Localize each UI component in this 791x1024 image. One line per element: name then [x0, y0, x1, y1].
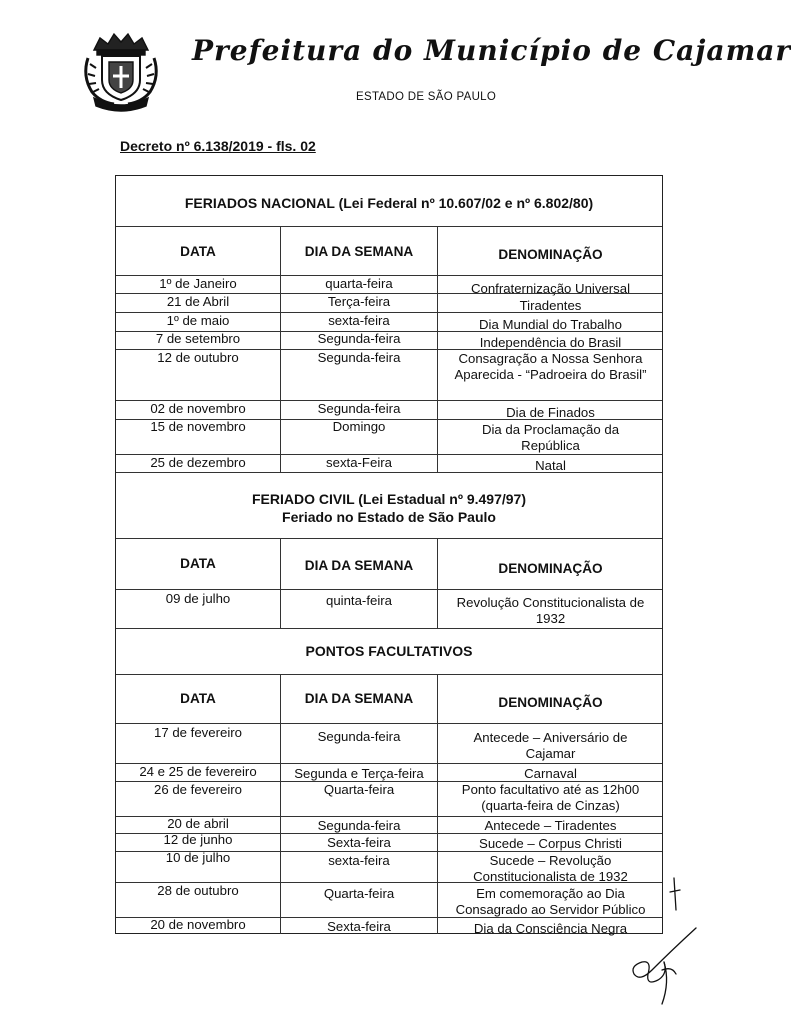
table-cell-weekday: quinta-feira: [326, 593, 392, 608]
coat-of-arms-icon: [80, 28, 162, 110]
table-cell-weekday: Terça-feira: [327, 294, 391, 309]
table-cell-name: Consagração a Nossa Senhora Aparecida - “Padroeira do Brasil”: [454, 351, 647, 382]
table-cell-name: Dia da Consciência Negra: [473, 921, 628, 936]
column-header-weekday: DIA DA SEMANA: [304, 244, 414, 259]
column-header-name: DENOMINAÇÃO: [498, 247, 603, 262]
table-cell-weekday: Sexta-feira: [327, 835, 391, 850]
column-header-name: DENOMINAÇÃO: [498, 561, 603, 576]
table-cell-name: Independência do Brasil: [479, 335, 622, 350]
table-cell-weekday: quarta-feira: [325, 276, 393, 291]
table-cell-date: 20 de novembro: [150, 917, 246, 932]
state-subtitle: ESTADO DE SÃO PAULO: [356, 91, 497, 103]
table-cell-date: 15 de novembro: [150, 419, 246, 434]
table-cell-name: Dia de Finados: [506, 405, 595, 420]
section-title-national: FERIADOS NACIONAL (Lei Federal nº 10.607/02 e nº 6.802/80): [184, 195, 594, 211]
section-title-optional: PONTOS FACULTATIVOS: [305, 643, 473, 659]
table-cell-name: Natal: [535, 458, 566, 473]
table-cell-date: 17 de fevereiro: [154, 725, 242, 740]
table-cell-name: Antecede – Aniversário de Cajamar: [473, 730, 628, 761]
table-cell-weekday: Segunda-feira: [317, 401, 401, 416]
table-cell-date: 1º de Janeiro: [159, 276, 237, 291]
table-cell-date: 24 e 25 de fevereiro: [139, 764, 257, 779]
decree-reference: Decreto nº 6.138/2019 - fls. 02: [120, 138, 316, 154]
table-cell-date: 12 de junho: [163, 832, 233, 847]
table-cell-weekday: Segunda-feira: [317, 331, 401, 346]
table-cell-name: Carnaval: [524, 766, 577, 781]
table-cell-date: 1º de maio: [166, 313, 230, 328]
table-cell-date: 12 de outubro: [157, 350, 239, 365]
table-cell-date: 20 de abril: [167, 816, 229, 831]
handwritten-signature-icon: [612, 870, 712, 1010]
table-cell-weekday: Segunda-feira: [317, 350, 401, 365]
table-cell-date: 26 de fevereiro: [154, 782, 242, 797]
table-cell-name: Revolução Constitucionalista de 1932: [456, 595, 645, 626]
table-cell-name: Confraternização Universal: [470, 281, 631, 296]
table-cell-weekday: Domingo: [332, 419, 386, 434]
table-cell-name: Sucede – Corpus Christi: [479, 836, 622, 851]
table-cell-date: 10 de julho: [165, 850, 231, 865]
table-cell-date: 02 de novembro: [150, 401, 246, 416]
table-cell-date: 21 de Abril: [166, 294, 230, 309]
table-cell-name: Dia da Proclamação da República: [481, 422, 620, 453]
table-cell-date: 09 de julho: [165, 591, 231, 606]
table-cell-weekday: sexta-feira: [328, 313, 390, 328]
table-cell-name: Antecede – Tiradentes: [484, 818, 617, 833]
table-cell-weekday: sexta-feira: [328, 853, 390, 868]
table-cell-date: 7 de setembro: [155, 331, 241, 346]
table-cell-name: Em comemoração ao Dia Consagrado ao Servidor Público: [455, 886, 646, 917]
table-cell-name: Ponto facultativo até as 12h00 (quarta-feira de Cinzas): [461, 782, 640, 813]
column-header-name: DENOMINAÇÃO: [498, 695, 603, 710]
table-cell-name: Sucede – Revolução Constitucionalista de 1932: [473, 853, 628, 884]
municipality-title: Prefeitura do Município de Cajamar: [192, 34, 791, 67]
column-header-date: DATA: [180, 691, 216, 706]
table-cell-weekday: Sexta-feira: [327, 919, 391, 934]
table-cell-weekday: Segunda e Terça-feira: [294, 766, 424, 781]
table-cell-weekday: Segunda-feira: [317, 818, 401, 833]
section-subtitle-civil: Feriado no Estado de São Paulo: [282, 509, 496, 525]
table-cell-name: Tiradentes: [519, 298, 582, 313]
column-header-weekday: DIA DA SEMANA: [304, 691, 414, 706]
table-cell-date: 25 de dezembro: [150, 455, 246, 470]
table-cell-weekday: Quarta-feira: [323, 782, 395, 797]
column-header-date: DATA: [180, 556, 216, 571]
holidays-table: [115, 175, 663, 934]
table-cell-date: 28 de outubro: [157, 883, 239, 898]
section-title-civil: FERIADO CIVIL (Lei Estadual nº 9.497/97): [251, 491, 527, 507]
table-cell-weekday: Quarta-feira: [323, 886, 395, 901]
table-cell-name: Dia Mundial do Trabalho: [479, 317, 622, 332]
table-cell-weekday: Segunda-feira: [317, 729, 401, 744]
table-cell-weekday: sexta-Feira: [326, 455, 392, 470]
column-header-date: DATA: [180, 244, 216, 259]
column-header-weekday: DIA DA SEMANA: [304, 558, 414, 573]
